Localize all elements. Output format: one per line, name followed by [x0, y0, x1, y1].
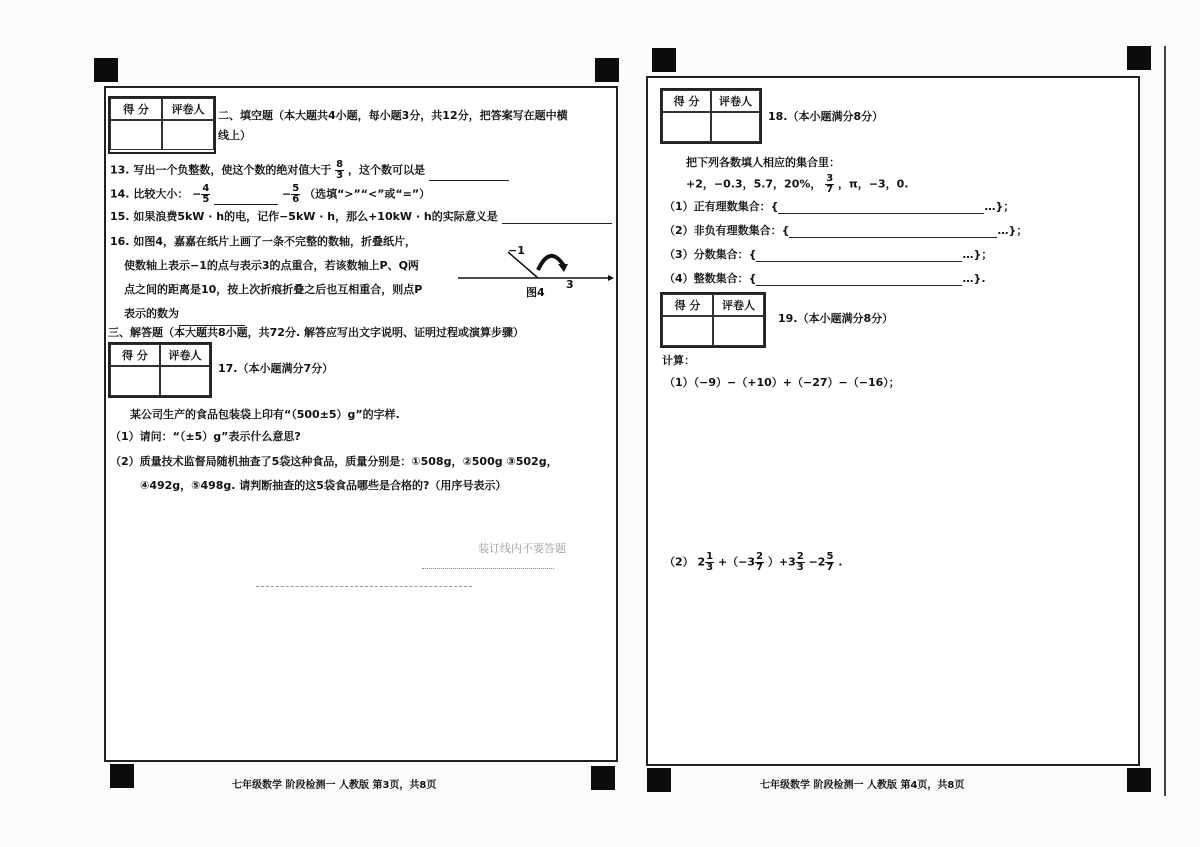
grader-cell[interactable] — [713, 316, 764, 346]
figure-caption: 图4 — [526, 286, 545, 299]
q13-fraction — [335, 160, 344, 181]
fraction-denominator: 6 — [292, 194, 300, 205]
section3-heading: 三、解答题（本大题共8小题，共72分. 解答应写出文字说明、证明过程或演算步骤） — [108, 326, 524, 339]
set-end: …}； — [962, 248, 993, 261]
dotted-line — [422, 568, 554, 569]
fraction-denominator: 7 — [826, 562, 834, 573]
q19-fraction-3 — [796, 552, 805, 573]
set-label: （1）正有理数集合：{ — [664, 200, 779, 213]
q17-part2-line2: ④492g，⑤498g. 请判断抽查的这5袋食品哪些是合格的?（用序号表示） — [140, 479, 507, 492]
q17-title: 17.（本小题满分7分） — [218, 362, 334, 375]
q14-fraction-2 — [291, 184, 300, 205]
fold-arrow-head — [558, 264, 568, 272]
grader-label: 评卷人 — [160, 344, 210, 366]
q18-set3 — [664, 246, 992, 262]
fraction-denominator: 5 — [202, 194, 210, 205]
registration-marker — [94, 58, 118, 82]
registration-marker — [1127, 46, 1151, 70]
fraction-numerator: 3 — [826, 173, 834, 184]
score-label: 得 分 — [110, 344, 160, 366]
answer-blank[interactable] — [789, 237, 997, 238]
q16-line2: 使数轴上表示−1的点与表示3的点重合，若该数轴上P、Q两 — [124, 259, 419, 272]
question-16 — [110, 230, 422, 326]
grader-label: 评卷人 — [162, 98, 214, 120]
score-label: 得 分 — [662, 90, 711, 112]
section2-heading-line2: 线上） — [218, 129, 251, 142]
q14-suffix: （选填“>”“<”或“=”） — [304, 187, 431, 201]
score-cell[interactable] — [662, 316, 713, 346]
score-box — [108, 342, 212, 398]
q18-set2 — [664, 222, 1027, 238]
score-box — [660, 88, 762, 144]
answer-blank[interactable] — [756, 285, 962, 286]
q13-suffix: ，这个数可以是 — [347, 163, 425, 177]
score-box — [108, 96, 216, 154]
section2-heading — [218, 106, 568, 146]
score-label: 得 分 — [662, 294, 713, 316]
fraction-denominator: 3 — [796, 562, 804, 573]
fraction-denominator: 7 — [756, 562, 764, 573]
q14-text: 14. 比较大小： — [110, 187, 189, 201]
answer-blank[interactable] — [502, 223, 612, 224]
q19-fraction-2 — [755, 552, 764, 573]
exam-page-3 — [104, 86, 618, 762]
registration-marker — [591, 766, 615, 790]
q16-line3: 点之间的距离是10，按上次折痕折叠之后也互相重合，则点P — [124, 283, 423, 296]
q17-part2 — [110, 450, 558, 498]
fraction-numerator: 2 — [796, 551, 804, 562]
registration-marker — [110, 764, 134, 788]
grader-label: 评卷人 — [713, 294, 764, 316]
answer-blank[interactable] — [756, 261, 962, 262]
question-15 — [110, 208, 612, 224]
q19-part2-operator: ）+3 — [767, 555, 796, 569]
grader-cell[interactable] — [162, 120, 214, 150]
q18-instruction: 把下列各数填人相应的集合里： — [686, 156, 840, 169]
footer-page-3: 七年级数学 阶段检测一 人教版 第3页，共8页 — [232, 780, 437, 791]
answer-blank[interactable] — [778, 213, 984, 214]
answer-blank[interactable] — [214, 204, 278, 205]
grader-label: 评卷人 — [711, 90, 760, 112]
q18-set4 — [664, 270, 986, 286]
q19-fraction-1 — [705, 552, 714, 573]
fraction-numerator: 8 — [336, 159, 344, 170]
q19-part2-operator: −2 — [808, 555, 826, 569]
fraction-numerator: 1 — [706, 551, 714, 562]
score-cell[interactable] — [110, 120, 162, 150]
fold-arrow-icon — [538, 256, 564, 270]
q19-part2-end: . — [838, 555, 843, 569]
fraction-denominator: 3 — [336, 170, 344, 181]
registration-marker — [652, 48, 676, 72]
q19-part2 — [664, 552, 842, 573]
q19-part2-operator: +（−3 — [717, 555, 756, 569]
figure-label-3: 3 — [566, 278, 574, 291]
q15-text: 15. 如果浪费5kW · h的电，记作−5kW · h，那么+10kW · h的实际意义是 — [110, 210, 498, 223]
q18-set1 — [664, 198, 1014, 214]
minus-sign: − — [192, 187, 202, 201]
fraction-denominator: 7 — [826, 184, 834, 195]
registration-marker — [595, 58, 619, 82]
q17-part1: （1）请问：“（±5）g”表示什么意思? — [110, 430, 301, 443]
score-cell[interactable] — [662, 112, 711, 142]
q18-numbers-suffix: ，π，−3，0. — [838, 177, 909, 191]
q18-numbers-prefix: +2，−0.3，5.7，20%， — [686, 177, 822, 191]
set-label: （2）非负有理数集合：{ — [664, 224, 790, 237]
question-14 — [110, 184, 430, 205]
q17-part2-line1: （2）质量技术监督局随机抽查了5袋这种食品，质量分别是：①508g，②500g ③502g， — [110, 455, 558, 468]
score-cell[interactable] — [110, 366, 160, 396]
footer-page-4: 七年级数学 阶段检测一 人教版 第4页，共8页 — [760, 780, 965, 791]
set-end: …}； — [997, 224, 1028, 237]
q19-part1: （1）（−9）−（+10）+（−27）−（−16）； — [664, 376, 900, 389]
grader-cell[interactable] — [160, 366, 210, 396]
q16-line4: 表示的数为 — [124, 307, 179, 320]
fraction-denominator: 3 — [706, 562, 714, 573]
number-line-arrow — [608, 275, 614, 281]
figure-label-neg1: −1 — [508, 244, 525, 257]
score-box — [660, 292, 766, 348]
question-13 — [110, 160, 509, 181]
exam-page-4 — [646, 76, 1140, 766]
q19-fraction-4 — [825, 552, 834, 573]
faint-binding-text: 装订线内不要答题 — [478, 542, 566, 555]
q19-title: 19.（本小题满分8分） — [778, 312, 894, 325]
section2-heading-line1: 二、填空题（本大题共4小题，每小题3分，共12分，把答案写在题中横 — [218, 109, 568, 122]
set-label: （4）整数集合：{ — [664, 272, 757, 285]
set-label: （3）分数集合：{ — [664, 248, 757, 261]
q17-intro: 某公司生产的食品包装袋上印有“（500±5）g”的字样. — [130, 408, 400, 421]
registration-marker — [647, 768, 671, 792]
registration-marker — [1127, 768, 1151, 792]
set-end: …}. — [962, 272, 986, 285]
q18-title: 18.（本小题满分8分） — [768, 110, 884, 123]
fraction-numerator: 5 — [826, 551, 834, 562]
q19-label: 计算： — [662, 354, 695, 367]
set-end: …}； — [984, 200, 1015, 213]
grader-cell[interactable] — [711, 112, 760, 142]
binding-fold-line — [1164, 46, 1170, 796]
faint-dashes — [256, 586, 472, 587]
q18-fraction — [825, 174, 834, 195]
q16-line1: 16. 如图4，嘉嘉在纸片上画了一条不完整的数轴，折叠纸片， — [110, 235, 416, 248]
fraction-numerator: 5 — [292, 183, 300, 194]
fraction-numerator: 2 — [756, 551, 764, 562]
q14-fraction-1 — [201, 184, 210, 205]
q19-part2-prefix: （2） — [664, 555, 694, 569]
minus-sign: − — [282, 187, 292, 201]
score-label: 得 分 — [110, 98, 162, 120]
answer-blank[interactable] — [429, 180, 509, 181]
fraction-numerator: 4 — [202, 183, 210, 194]
q13-text: 13. 写出一个负整数，使这个数的绝对值大于 — [110, 163, 332, 177]
mixed-whole: 2 — [697, 555, 706, 569]
q18-numbers — [686, 174, 908, 195]
